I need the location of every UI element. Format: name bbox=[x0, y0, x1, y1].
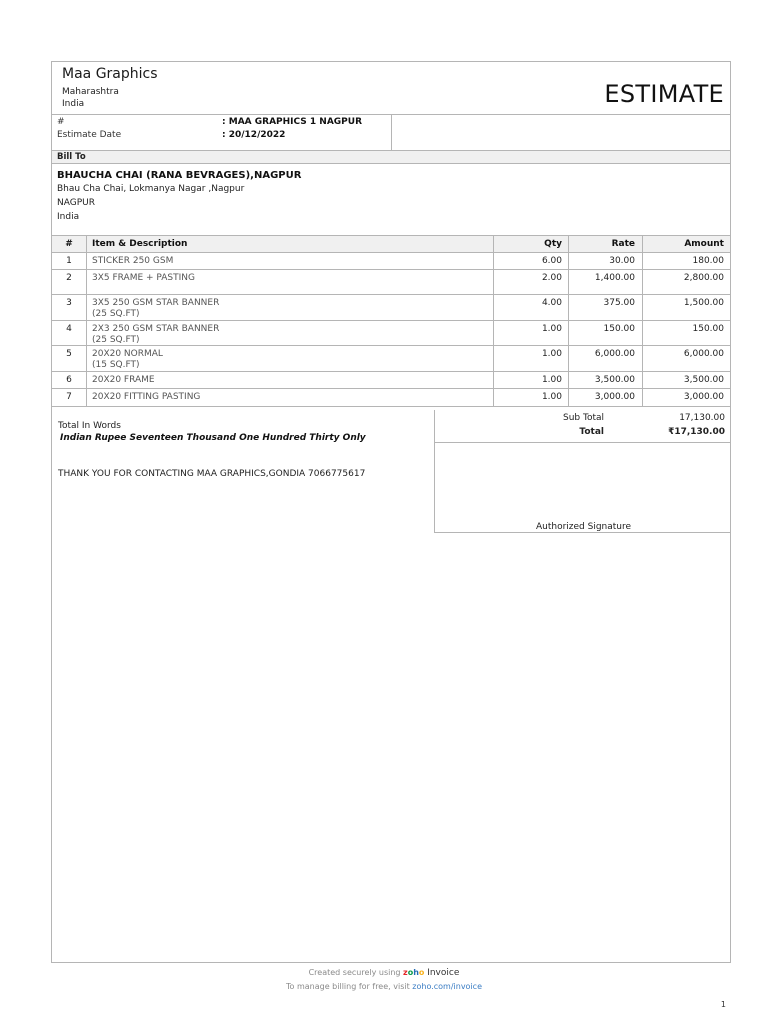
row-rate: 6,000.00 bbox=[594, 349, 635, 359]
row-amount: 6,000.00 bbox=[683, 349, 724, 359]
zoho-invoice-link[interactable]: zoho.com/invoice bbox=[412, 982, 482, 991]
row-amount: 150.00 bbox=[692, 324, 724, 334]
row-rate: 375.00 bbox=[603, 298, 635, 308]
row-item: 3X5 250 GSM STAR BANNER bbox=[92, 298, 220, 308]
header-description: Item & Description bbox=[92, 239, 188, 249]
brand-product: Invoice bbox=[427, 968, 460, 978]
row-qty: 1.00 bbox=[541, 392, 562, 402]
row-description bbox=[92, 324, 492, 345]
row-description bbox=[92, 349, 492, 370]
bill-to-name: BHAUCHA CHAI (RANA BEVRAGES),NAGPUR bbox=[57, 170, 302, 181]
column-divider bbox=[642, 235, 643, 407]
subtotal-value: 17,130.00 bbox=[679, 413, 725, 423]
row-item-detail: (15 SQ.FT) bbox=[92, 360, 140, 370]
bill-to-address-line: Bhau Cha Chai, Lokmanya Nagar ,Nagpur bbox=[57, 184, 245, 194]
row-num: 5 bbox=[66, 349, 72, 359]
row-item: 20X20 NORMAL bbox=[92, 349, 163, 359]
row-item: 20X20 FITTING PASTING bbox=[92, 392, 201, 402]
table-row bbox=[52, 346, 730, 372]
row-num: 7 bbox=[66, 392, 72, 402]
header-qty: Qty bbox=[544, 239, 562, 249]
estimate-document bbox=[51, 61, 731, 963]
estimate-number-value: : MAA GRAPHICS 1 NAGPUR bbox=[222, 117, 363, 127]
notes-text: THANK YOU FOR CONTACTING MAA GRAPHICS,GONDIA 7066775617 bbox=[58, 469, 366, 479]
row-amount: 3,500.00 bbox=[683, 375, 724, 385]
footer-created-text: Created securely using bbox=[308, 968, 401, 977]
row-description bbox=[92, 273, 492, 283]
estimate-meta bbox=[52, 114, 730, 151]
document-title: ESTIMATE bbox=[604, 80, 724, 108]
table-row bbox=[52, 295, 730, 321]
footer-created-line bbox=[0, 968, 768, 978]
row-amount: 1,500.00 bbox=[683, 298, 724, 308]
company-state: Maharashtra bbox=[62, 87, 119, 97]
header-num: # bbox=[65, 239, 73, 249]
row-amount: 3,000.00 bbox=[683, 392, 724, 402]
row-qty: 1.00 bbox=[541, 324, 562, 334]
authorized-signature-label: Authorized Signature bbox=[535, 522, 632, 532]
row-num: 1 bbox=[66, 256, 72, 266]
row-qty: 6.00 bbox=[541, 256, 562, 266]
row-amount: 2,800.00 bbox=[683, 273, 724, 283]
company-country: India bbox=[62, 99, 85, 109]
bill-to-heading bbox=[52, 151, 730, 164]
row-item: 3X5 FRAME + PASTING bbox=[92, 273, 195, 283]
row-num: 6 bbox=[66, 375, 72, 385]
table-row bbox=[52, 389, 730, 407]
row-item: STICKER 250 GSM bbox=[92, 256, 174, 266]
table-row bbox=[52, 372, 730, 389]
row-item: 20X20 FRAME bbox=[92, 375, 155, 385]
row-qty: 2.00 bbox=[541, 273, 562, 283]
zoho-logo-icon: zoho bbox=[403, 968, 425, 977]
footer-billing-line bbox=[0, 982, 768, 991]
row-description bbox=[92, 298, 492, 319]
table-row bbox=[52, 253, 730, 270]
estimate-number-label: # bbox=[57, 117, 65, 127]
column-divider bbox=[86, 235, 87, 407]
footer-billing-text: To manage billing for free, visit bbox=[286, 982, 410, 991]
row-rate: 3,500.00 bbox=[594, 375, 635, 385]
total-in-words-value: Indian Rupee Seventeen Thousand One Hundred Thirty Only bbox=[60, 433, 366, 443]
row-qty: 4.00 bbox=[541, 298, 562, 308]
row-rate: 1,400.00 bbox=[594, 273, 635, 283]
row-description bbox=[92, 392, 492, 402]
row-rate: 150.00 bbox=[603, 324, 635, 334]
table-header bbox=[52, 235, 730, 253]
row-description bbox=[92, 256, 492, 266]
total-label: Total bbox=[579, 427, 604, 437]
row-num: 2 bbox=[66, 273, 72, 283]
row-item-detail: (25 SQ.FT) bbox=[92, 335, 140, 345]
meta-divider bbox=[391, 115, 392, 150]
row-item: 2X3 250 GSM STAR BANNER bbox=[92, 324, 220, 334]
header-rate: Rate bbox=[611, 239, 635, 249]
company-name: Maa Graphics bbox=[62, 66, 158, 82]
bill-to-country: India bbox=[57, 212, 80, 222]
total-value: ₹17,130.00 bbox=[668, 427, 725, 437]
row-item-detail: (25 SQ.FT) bbox=[92, 309, 140, 319]
row-rate: 3,000.00 bbox=[594, 392, 635, 402]
row-num: 4 bbox=[66, 324, 72, 334]
estimate-date-value: : 20/12/2022 bbox=[222, 130, 286, 140]
row-qty: 1.00 bbox=[541, 375, 562, 385]
row-rate: 30.00 bbox=[609, 256, 635, 266]
page-number: 1 bbox=[720, 1000, 726, 1009]
row-description bbox=[92, 375, 492, 385]
row-amount: 180.00 bbox=[692, 256, 724, 266]
total-in-words-label: Total In Words bbox=[58, 421, 121, 431]
header-amount: Amount bbox=[684, 239, 724, 249]
row-num: 3 bbox=[66, 298, 72, 308]
column-divider bbox=[568, 235, 569, 407]
table-row bbox=[52, 321, 730, 346]
subtotal-label: Sub Total bbox=[562, 413, 604, 423]
estimate-date-label: Estimate Date bbox=[57, 130, 122, 140]
bill-to-label: Bill To bbox=[57, 152, 86, 162]
totals-box bbox=[434, 410, 731, 443]
signature-box bbox=[434, 443, 731, 533]
bill-to-city: NAGPUR bbox=[57, 198, 95, 208]
row-qty: 1.00 bbox=[541, 349, 562, 359]
column-divider bbox=[493, 235, 494, 407]
table-row bbox=[52, 270, 730, 295]
